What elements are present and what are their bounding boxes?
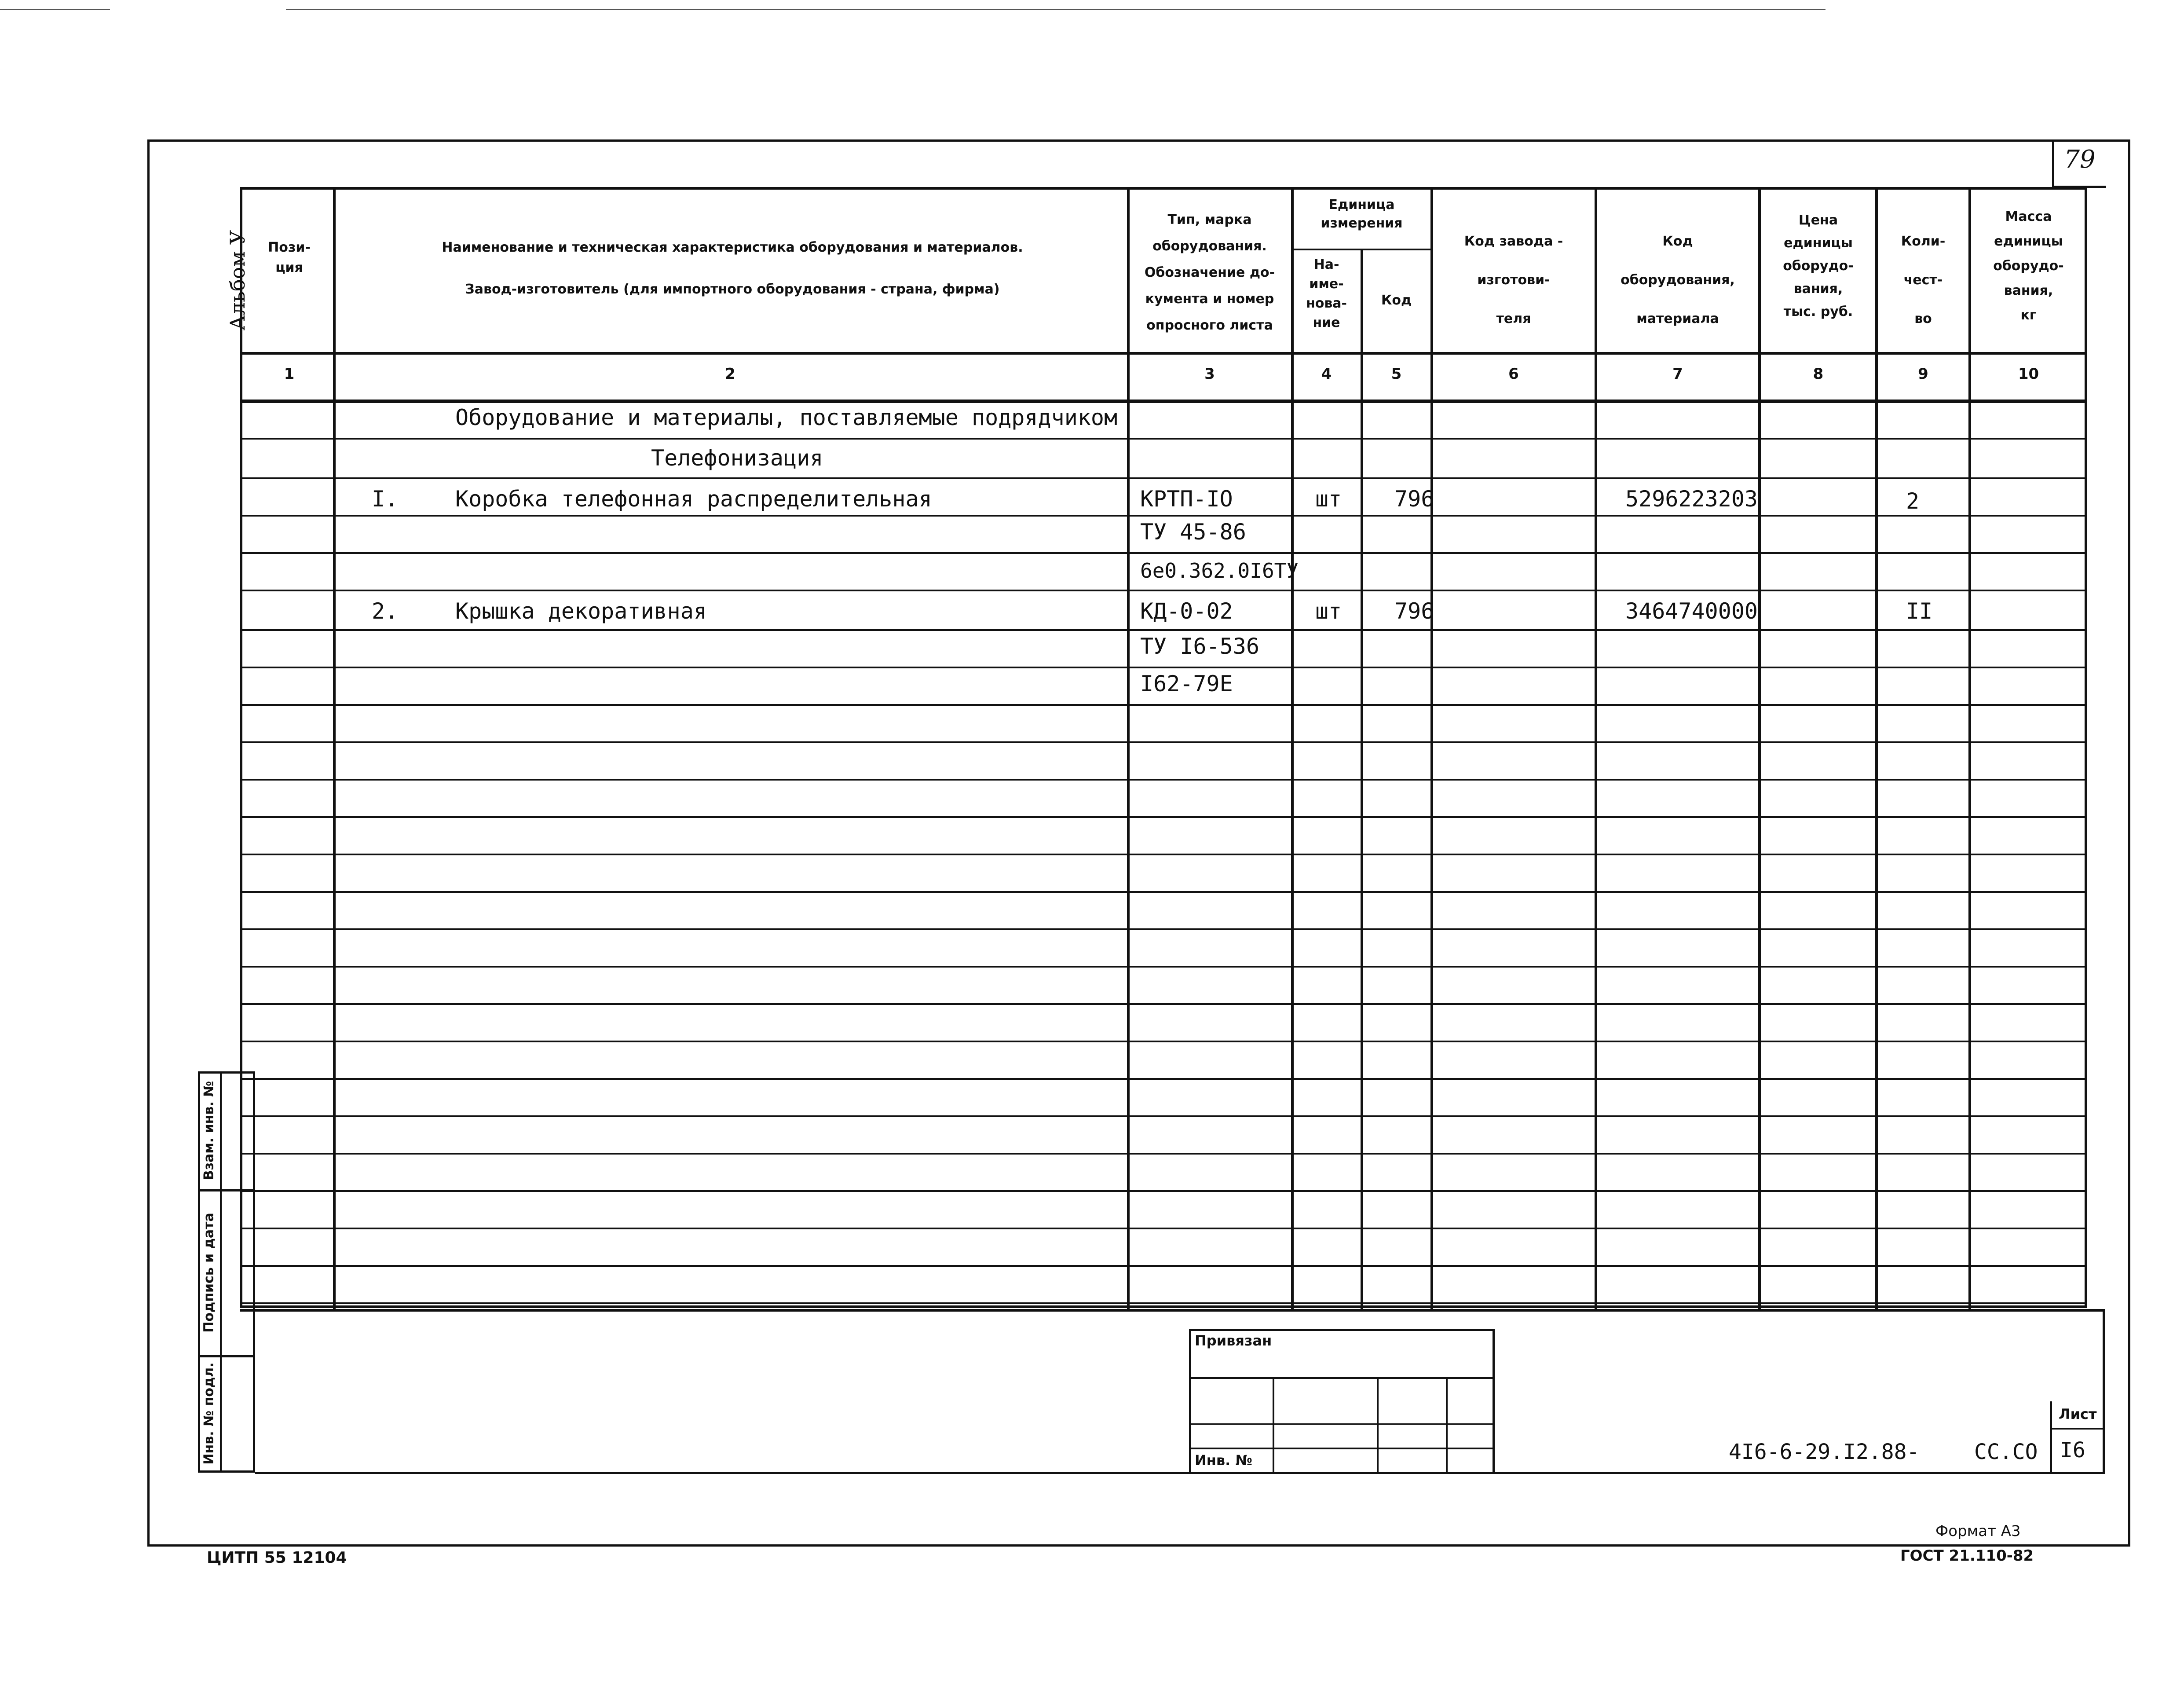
- row-2-type-line3: I62-79Е: [1140, 671, 1233, 697]
- col-line-8: [1875, 187, 1878, 1311]
- attached-col-2: [1377, 1377, 1379, 1474]
- header-unit: Единица измерения: [1321, 197, 1403, 231]
- col-line-5: [1430, 187, 1433, 1311]
- footer-left: ЦИТП 55 12104: [207, 1549, 347, 1567]
- album-label: Альбом У: [226, 230, 249, 331]
- table-row-line: [240, 1041, 2087, 1042]
- table-row-line: [240, 704, 2087, 706]
- header-quantity: Коли- чест- во: [1901, 234, 1946, 326]
- colnum-9: 9: [1918, 365, 1928, 383]
- page-number: 79: [2064, 145, 2096, 174]
- colnum-10: 10: [2018, 365, 2039, 383]
- table-row-line: [240, 966, 2087, 968]
- doc-code: 4I6-6-29.I2.88-: [1729, 1440, 1920, 1464]
- stamp-bottom-line: [255, 1472, 2105, 1474]
- side-stamp-inner: [220, 1071, 222, 1473]
- attached-line-2: [1189, 1423, 1495, 1425]
- side-label-original-inv: Инв. № подл.: [201, 1362, 217, 1465]
- table-row-line: [240, 552, 2087, 554]
- row-1-code: 796: [1394, 486, 1434, 512]
- unit-subheader-line: [1291, 249, 1433, 250]
- table-row-line: [240, 891, 2087, 893]
- row-1-quantity: 2: [1906, 488, 1920, 514]
- attached-col-3: [1446, 1377, 1448, 1474]
- table-row-line: [240, 1190, 2087, 1192]
- header-mass: Масса единицы оборудо- вания, кг: [1993, 209, 2064, 323]
- colnum-2: 2: [725, 365, 735, 383]
- table-row-line: [240, 1153, 2087, 1155]
- inv-label: Инв. №: [1195, 1452, 1252, 1469]
- section-title: Оборудование и материалы, поставляемые подрядчиком: [455, 405, 1118, 430]
- spec-table: [240, 187, 2087, 1311]
- table-row-line: [240, 1265, 2087, 1267]
- footer-format: Формат А3: [1935, 1522, 2021, 1540]
- header-unit-name: На- име- нова- ние: [1306, 257, 1347, 330]
- table-row-line: [240, 477, 2087, 479]
- attached-col-1: [1273, 1377, 1274, 1474]
- col-line-6: [1595, 187, 1597, 1311]
- table-row-line: [240, 629, 2087, 631]
- subsection-title: Телефонизация: [651, 445, 823, 471]
- header-type: Тип, марка оборудования. Обозначение до- кумента и номер опросного листа: [1144, 212, 1275, 333]
- row-2-quantity: II: [1906, 598, 1933, 624]
- top-scan-line: [286, 9, 1825, 10]
- header-unit-code: Код: [1381, 293, 1412, 308]
- col-line-1: [333, 187, 336, 1311]
- sheet-number: I6: [2060, 1438, 2085, 1463]
- row-2-name: Крышка декоративная: [455, 598, 707, 624]
- colnum-6: 6: [1508, 365, 1519, 383]
- header-name: Наименование и техническая характеристика оборудования и материалов. Завод-изготовитель (для импортного оборудования - страна, фирма): [442, 240, 1023, 297]
- sheet-label: Лист: [2059, 1406, 2097, 1422]
- row-2-equipment-code: 3464740000: [1625, 598, 1758, 624]
- table-row-line: [240, 1003, 2087, 1005]
- header-equipment-code: Код оборудования, материала: [1621, 234, 1735, 326]
- header-bottom-line: [240, 352, 2087, 355]
- table-row-line: [240, 928, 2087, 930]
- col-line-7: [1758, 187, 1761, 1311]
- attached-label: Привязан: [1195, 1332, 1272, 1349]
- row-2-type: КД-0-02: [1140, 598, 1233, 624]
- side-stamp-divider: [198, 1071, 200, 1473]
- sheet-box-divider: [2050, 1428, 2105, 1430]
- row-1-type-line2: ТУ 45-86: [1140, 519, 1246, 545]
- table-border: [240, 187, 2087, 1308]
- row-1-unit: шт: [1315, 486, 1342, 512]
- table-row-line: [240, 1302, 2087, 1304]
- row-2-code: 796: [1394, 598, 1434, 624]
- col-line-2: [1127, 187, 1130, 1311]
- footer-gost: ГОСТ 21.110-82: [1900, 1547, 2034, 1565]
- table-row-line: [240, 1078, 2087, 1080]
- colnum-3: 3: [1204, 365, 1215, 383]
- row-1-type: КРТП-IO: [1140, 486, 1233, 512]
- row-1-position: I.: [372, 486, 399, 512]
- colnum-8: 8: [1813, 365, 1824, 383]
- attached-line-3: [1189, 1448, 1495, 1449]
- attached-line-1: [1189, 1377, 1495, 1379]
- col-line-9: [1968, 187, 1971, 1311]
- table-row-line: [240, 816, 2087, 818]
- header-price: Цена единицы оборудо- вания, тыс. руб.: [1783, 213, 1854, 319]
- colnum-1: 1: [284, 365, 295, 383]
- table-row-line: [240, 515, 2087, 517]
- doc-suffix: СС.СО: [1974, 1440, 2038, 1464]
- colnum-bottom-line: [240, 400, 2087, 403]
- table-row-line: [240, 1115, 2087, 1117]
- table-row-line: [240, 741, 2087, 743]
- table-row-line: [240, 854, 2087, 855]
- row-1-type-line3: 6е0.362.0I6ТУ: [1140, 559, 1299, 583]
- table-row-line: [240, 667, 2087, 668]
- side-label-signature-date: Подпись и дата: [201, 1213, 217, 1333]
- table-row-line: [240, 438, 2087, 440]
- row-2-unit: шт: [1315, 598, 1342, 624]
- row-1-equipment-code: 5296223203: [1625, 486, 1758, 512]
- side-label-replaced-inv: Взам. инв. №: [201, 1081, 217, 1180]
- row-2-type-line2: ТУ I6-536: [1140, 634, 1259, 659]
- header-position: Пози- ция: [268, 240, 311, 275]
- colnum-4: 4: [1321, 365, 1332, 383]
- table-bottom-line: [240, 1309, 2105, 1312]
- table-row-line: [240, 1228, 2087, 1229]
- table-row-line: [240, 779, 2087, 781]
- top-scan-line-2: [0, 9, 110, 10]
- header-factory-code: Код завода - изготови- теля: [1464, 234, 1563, 326]
- colnum-7: 7: [1672, 365, 1683, 383]
- colnum-5: 5: [1391, 365, 1402, 383]
- row-1-name: Коробка телефонная распределительная: [455, 486, 932, 512]
- col-line-3: [1291, 187, 1294, 1311]
- row-2-position: 2.: [372, 598, 399, 624]
- table-row-line: [240, 590, 2087, 591]
